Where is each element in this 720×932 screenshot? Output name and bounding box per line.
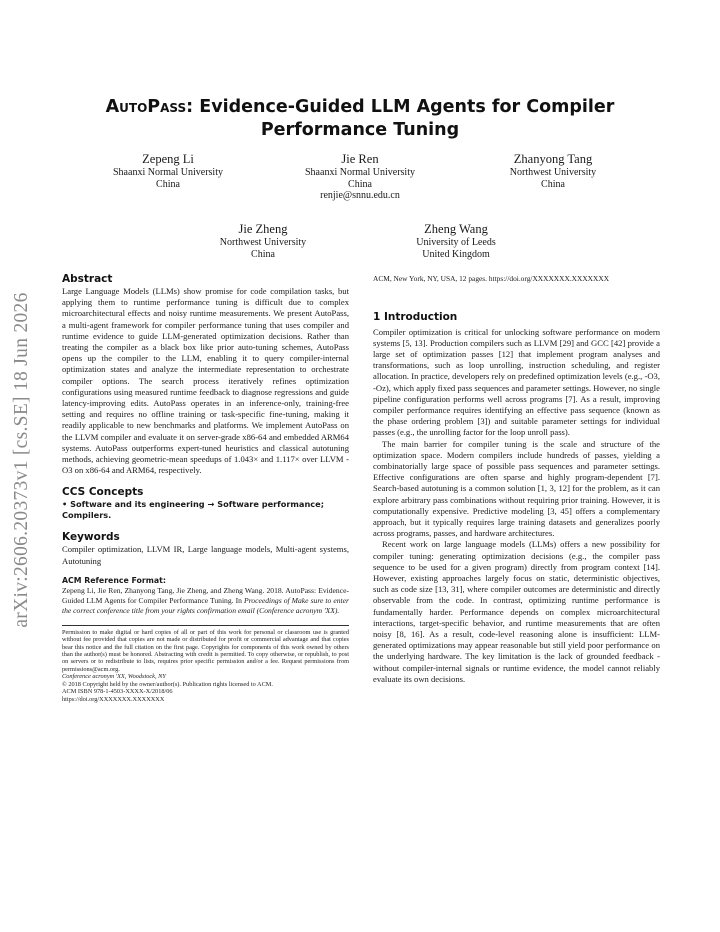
acm-reference-continuation: ACM, New York, NY, USA, 12 pages. https://doi.org/XXXXXXX.XXXXXXX [373, 274, 610, 283]
introduction-heading: 1 Introduction [373, 310, 458, 323]
author-country: China [251, 248, 275, 260]
author-country: China [156, 178, 180, 190]
author-affiliation: Shaanxi Normal University [305, 167, 415, 178]
conference-name: Conference acronym 'XX, Woodstock, NY [62, 673, 166, 681]
author-country: China [541, 178, 565, 190]
author-name: Zepeng Li [142, 152, 194, 166]
title-rest: : Evidence-Guided LLM Agents for Compiler Performance Tuning [186, 97, 615, 140]
acm-reference-proceedings: Proceedings of Make sure to enter the correct conference title from your rights confirmation email (Conference acronym 'XX). [62, 595, 349, 615]
paper-title [70, 96, 650, 142]
author-affiliation: Northwest University [219, 237, 307, 248]
acm-reference-text [62, 586, 349, 616]
ccs-text: • Software and its engineering → Software performance; Compilers. [62, 499, 324, 521]
intro-paragraph-2: The main barrier for compiler tuning is the scale and structure of the optimization space. Modern compilers include hundreds of passes, yielding a combinatorially large space of possible pass sequences and parameter settings. Effective configurations are often sparse and highly program-dependent [7]. Search-based autotuning is a common solution [1, 3, 12] for the problem, as it can explore arbitrary pass combinations without requiring prior training. However, it is computationally expensive. Predictive modeling [3, 45] offers a complementary approach, but it typically requires large training datasets and generalizes poorly across programs, passes, and hardware architectures. [373, 438, 660, 539]
author-name: Zhanyong Tang [513, 152, 593, 166]
author-name: Jie Ren [341, 152, 379, 166]
keywords-text: Compiler optimization, LLVM IR, Large language models, Multi-agent systems, Autotuning [62, 544, 349, 566]
right-column [373, 274, 660, 685]
author-name: Zheng Wang [424, 222, 488, 236]
author-block [270, 152, 450, 202]
author-block [173, 222, 353, 260]
isbn-line: ACM ISBN 978-1-4503-XXXX-X/2018/06 [62, 688, 173, 696]
acm-reference-heading: ACM Reference Format: [62, 575, 166, 585]
author-country: United Kingdom [422, 248, 490, 260]
keywords-heading: Keywords [62, 531, 120, 544]
author-affiliation: Northwest University [509, 167, 597, 178]
intro-paragraph-3: Recent work on large language models (LLMs) offers a new possibility for compiler tuning: generating optimization decisions (e.g., the compiler pass sequence to be used for a given program) directly from program context [14]. However, existing approaches largely focus on static, deterministic objectives, such as code size [13, 31], where compiler outcomes are deterministic and directly observable from the code. In contrast, optimizing runtime performance is fundamentally harder. Performance depends on complex microarchitectural interactions, target-specific behavior, and runtime measurements that are often noisy [8, 16]. As a result, code-level reasoning alone is insufficient: LLM-generated optimizations may appear reasonable but still yield poor performance on the underlying hardware. The key limitation is the lack of grounded feedback - without compiler-internal signals or runtime evidence, the model cannot reliably evaluate its own decisions. [373, 539, 660, 684]
conference-line [62, 673, 349, 680]
arxiv-identifier-text: arXiv:2606.20373v1 [cs.SE] 18 Jun 2026 [11, 292, 32, 628]
ccs-heading: CCS Concepts [62, 486, 144, 499]
acm-reference-citation: Zepeng Li, Jie Ren, Zhanyong Tang, Jie Zheng, and Zheng Wang. 2018. AutoPass: Evidence-Guided LLM Agents for Compiler Performance Tuning. In [62, 585, 349, 605]
abstract-text: Large Language Models (LLMs) show promise for code compilation tasks, but applying them to runtime performance tuning is difficult due to complex microarchitectural effects and noisy runtime measurements. We present AutoPass, a multi-agent framework for compiler performance tuning that uses compiler and runtime evidence to guide LLM-generated optimization decisions. Rather than treating the compiler as a black box like prior auto-tuning schemes, AutoPass opens up the compiler to the LLM, enabling it to query compiler-internal optimization states and analyze the intermediate representation to orchestrate compiler options. The search process iteratively refines optimization configurations using measured runtime feedback to diagnose regressions and guide latency-improving edits. AutoPass operates in an inference-only, training-free setting and requires no offline training or task-specific fine-tuning, making it readily applicable to new benchmarks and platforms. We implement AutoPass on the LLVM compiler and evaluate it on server-grade x86-64 and embedded ARM64 systems. AutoPass outperforms expert-tuned heuristics and classical autotuning methods, achieving geometric-mean speedups of 1.043× and 1.117× over LLVM -O3 on x86-64 and ARM64, respectively. [62, 286, 349, 476]
left-column [62, 272, 349, 703]
author-block [78, 152, 258, 190]
author-affiliation: University of Leeds [416, 237, 496, 248]
permission-notice: Permission to make digital or hard copies of all or part of this work for personal or classroom use is granted without fee provided that copies are not made or distributed for profit or commercial advantage and that copies bear this notice and the full citation on the first page. Copyrights for components of this work owned by others than the author(s) must be honored. Abstracting with credit is permitted. To copy otherwise, or republish, to post on servers or to redistribute to lists, requires prior specific permission and/or a fee. Request permissions from permissions@acm.org. [62, 628, 349, 673]
copyright-line: © 2018 Copyright held by the owner/author(s). Publication rights licensed to ACM. [62, 680, 273, 688]
author-name: Jie Zheng [238, 222, 288, 236]
title-system-name: AutoPass [105, 97, 187, 117]
intro-paragraph-1: Compiler optimization is critical for unlocking software performance on modern systems [5, 13]. Production compilers such as LLVM [29] and GCC [42] provide a large set of optimization passes [12] that implement program analyses and transformations, such as loop unrolling, instruction scheduling, and register allocation. In practice, developers rely on predefined optimization levels (e.g., -O3, -Oz), which apply fixed pass sequences and parameter settings. However, no single pipeline configuration performs well across programs [7]. As a result, improving compiler performance requires identifying an effective pass sequence (known as the phase ordering problem [3]) and suitable parameter settings for individual passes (e.g., the unrolling factor for the loop unroll pass). [373, 326, 660, 438]
doi-line: https://doi.org/XXXXXXX.XXXXXXX [62, 695, 165, 703]
author-email: renjie@snnu.edu.cn [320, 190, 400, 201]
footnote-rule [62, 625, 349, 626]
author-affiliation: Shaanxi Normal University [113, 167, 223, 178]
author-country: China [348, 178, 372, 190]
author-block [463, 152, 643, 190]
author-block [366, 222, 546, 260]
abstract-heading: Abstract [62, 273, 113, 285]
